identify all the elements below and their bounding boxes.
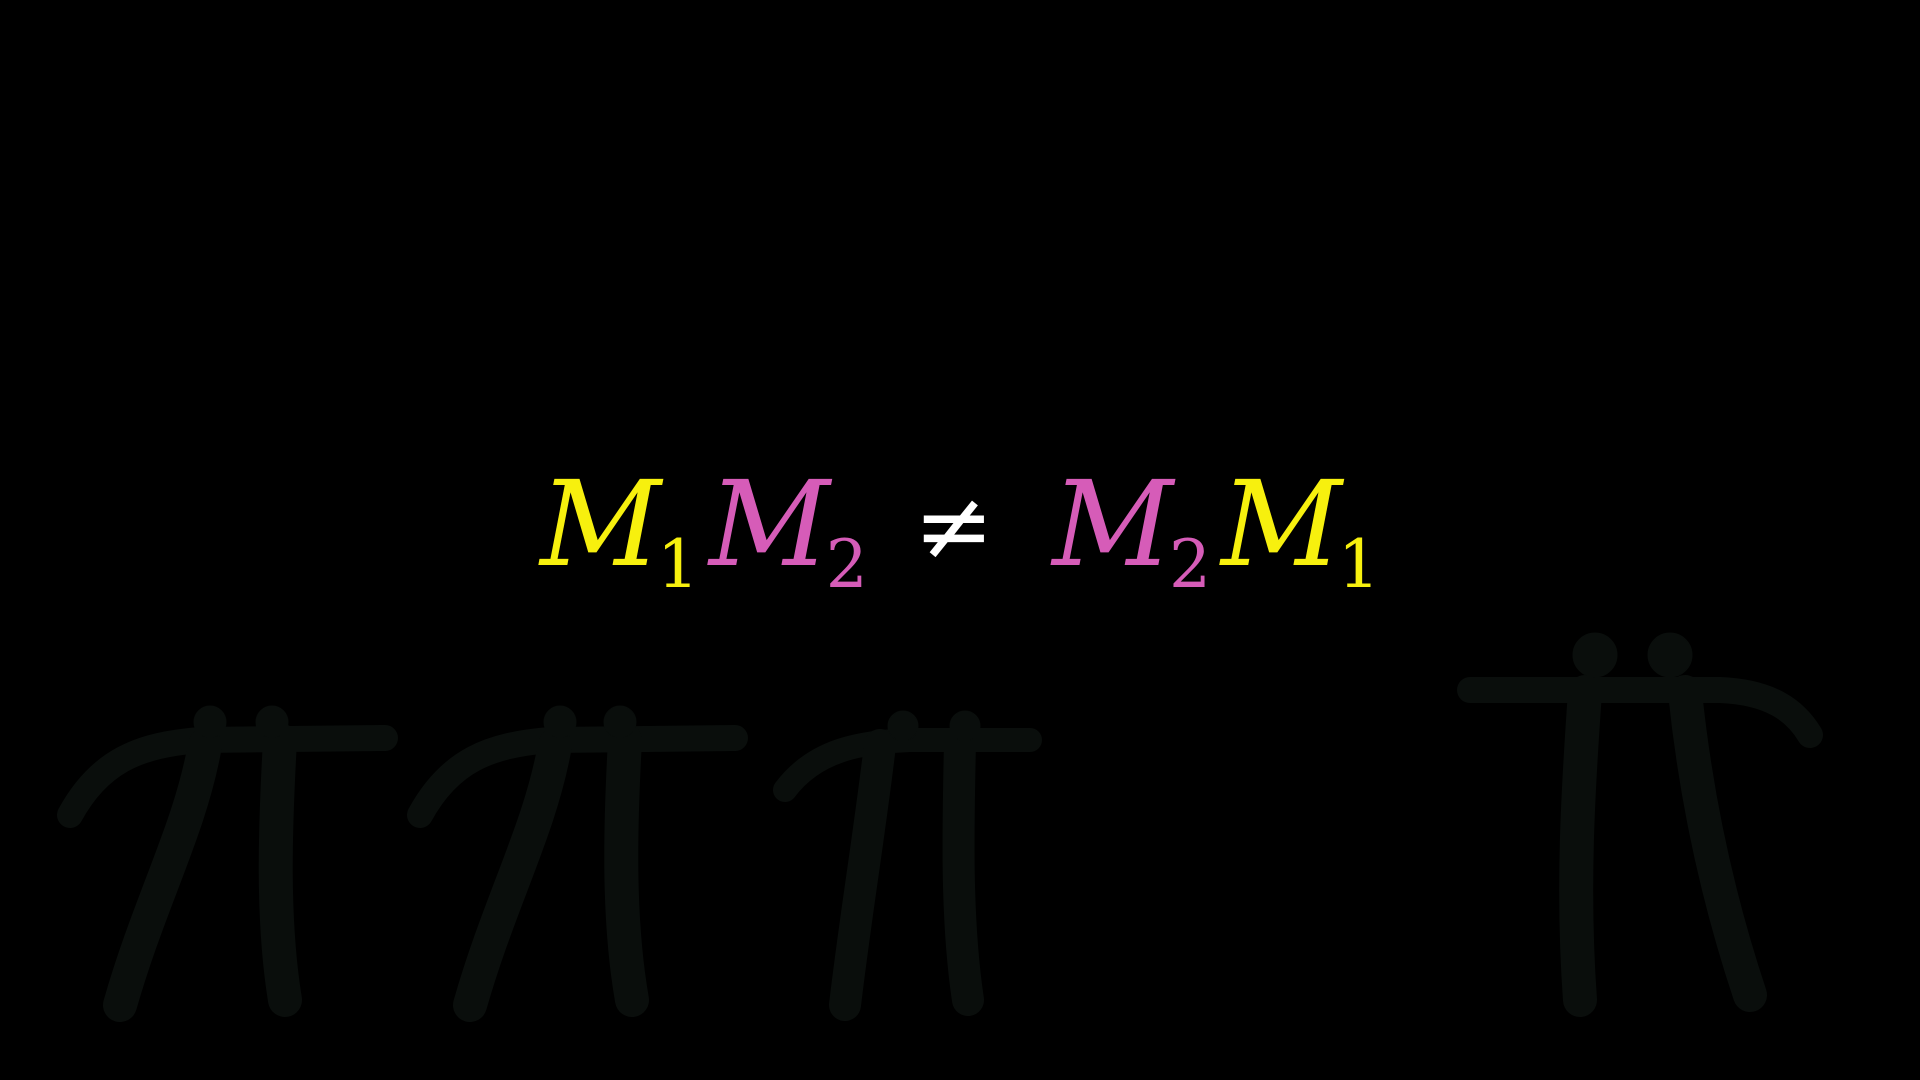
lhs-term-1 xyxy=(540,455,699,603)
pi-creature-icon xyxy=(70,706,385,1005)
matrix-symbol: M xyxy=(540,455,661,593)
matrix-subscript: 2 xyxy=(1169,526,1212,603)
rhs-product xyxy=(1052,455,1380,603)
matrix-subscript: 1 xyxy=(656,526,699,603)
matrix-noncommutativity-equation xyxy=(0,455,1920,605)
lhs-term-2 xyxy=(708,455,868,603)
lhs-product xyxy=(540,455,868,603)
matrix-subscript: 2 xyxy=(825,526,868,603)
rhs-term-1 xyxy=(1052,455,1212,603)
rhs-term-2 xyxy=(1221,455,1380,603)
matrix-subscript: 1 xyxy=(1337,526,1380,603)
matrix-symbol: M xyxy=(1221,455,1342,593)
not-equal-operator: ≠ xyxy=(913,470,995,582)
matrix-symbol: M xyxy=(708,455,830,593)
pi-creature-icon xyxy=(420,706,735,1005)
pi-creature-icon xyxy=(785,711,1030,1005)
pi-creature-icon xyxy=(1470,633,1810,1000)
matrix-symbol: M xyxy=(1052,455,1174,593)
